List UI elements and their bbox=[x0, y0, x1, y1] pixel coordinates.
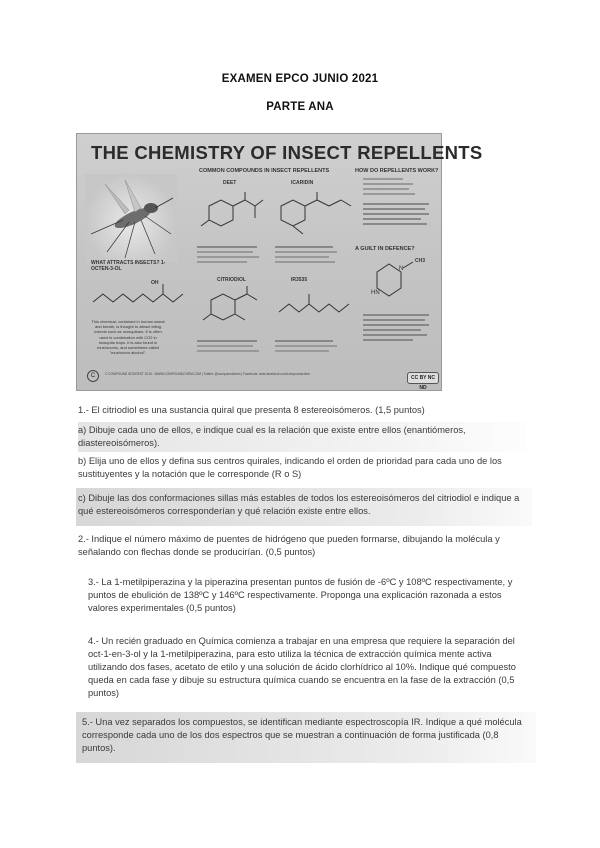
poster-footer: © COMPOUND INTEREST 2015 - WWW.COMPOUNDCHEM.COM | Twitter: @compoundchem | Facebook: www.facebook.com/compoundchem bbox=[105, 372, 310, 376]
license-badge: CC BY NC ND bbox=[407, 372, 439, 384]
exam-title: EXAMEN EPCO JUNIO 2021 bbox=[221, 73, 379, 85]
section-how-repellents-work: HOW DO REPELLENTS WORK? bbox=[355, 168, 439, 174]
ir3535-notes bbox=[275, 340, 341, 355]
icaridin-notes bbox=[275, 246, 341, 266]
question-1c: c) Dibuje las dos conformaciones sillas más estables de todos los estereoisómeros del citriodiol e indique a qué estereoisómeros corresponderían y qué relación existe entre ellos. bbox=[76, 488, 532, 526]
compound-label-deet: DEET bbox=[223, 180, 237, 186]
question-1a: a) Dibuje cada uno de ellos, e indique cual es la relación que existe entre ellos (enantiómeros, diastereoisómeros). bbox=[78, 422, 526, 452]
svg-text:HN: HN bbox=[371, 290, 380, 296]
oh-label: OH bbox=[151, 280, 159, 286]
copyright-icon: C bbox=[87, 370, 99, 382]
question-1b: b) Elija uno de ellos y defina sus centros quirales, indicando el orden de prioridad para cada uno de los sustituyentes y la notación que le corresponde (R o S) bbox=[78, 456, 502, 479]
ir3535-structure bbox=[277, 292, 357, 322]
section-what-attracts: WHAT ATTRACTS INSECTS? 1-OCTEN-3-OL bbox=[91, 260, 166, 272]
question-3: 3.- La 1-metilpiperazina y la piperazina presentan puntos de fusión de -6ºC y 108ºC respectivamente, y puntos de ebulición de 138ºC y 146ºC respectivamente. Proponga una explicación razonada a estos valores experimentales (0,5 puntos) bbox=[88, 577, 513, 613]
deet-notes bbox=[197, 246, 263, 266]
section-common-compounds: COMMON COMPOUNDS IN INSECT REPELLENTS bbox=[199, 168, 330, 174]
octenol-structure bbox=[91, 284, 191, 308]
question-2: 2.- Indique el número máximo de puentes de hidrógeno que pueden formarse, dibujando la molécula y señalando con flechas donde se producirían. (0,5 puntos) bbox=[78, 534, 500, 557]
compound-label-ir3535: IR3535 bbox=[291, 277, 308, 283]
insect-repellents-poster bbox=[76, 133, 483, 391]
citriodiol-structure bbox=[201, 286, 261, 334]
poster-title: THE CHEMISTRY OF INSECT REPELLENTS bbox=[91, 142, 483, 163]
icaridin-structure bbox=[273, 192, 353, 244]
question-4: 4.- Un recién graduado en Química comienza a trabajar en una empresa que requiere la separación del oct-1-en-3-ol y la 1-metilpiperazina, para esto utiliza la técnica de extracción química mente activa utilizando dos fases, acetato de etilo y una solución de ácido clorhídrico al 10%. Indique qué compuesto queda en cada fase y dibuje su estructura química cuando se encuentra en la fase de la extracción (0,5 puntos) bbox=[88, 636, 516, 698]
section-guilt-in-defence: A GUILT IN DEFENCE? bbox=[355, 246, 415, 252]
methyl-label: CH3 bbox=[415, 258, 426, 264]
compound-label-icaridin: ICARIDIN bbox=[291, 180, 314, 186]
compound-label-citriodiol: CITRIODIOL bbox=[217, 277, 246, 283]
how-repellents-work-notes bbox=[363, 178, 433, 228]
citriodiol-notes bbox=[197, 340, 263, 355]
deet-structure bbox=[197, 192, 267, 244]
methylpiperazine-structure bbox=[367, 258, 427, 308]
octenol-description: This chemical, contained in human sweat and breath, is thought to attract biting insects such as mosquitoes. It is often used in combination with CO2 in mosquito traps. It is also found in mushrooms, and sometimes called "mushroom alcohol". bbox=[91, 319, 165, 356]
defence-notes bbox=[363, 314, 433, 344]
exam-part: PARTE ANA bbox=[266, 101, 334, 113]
svg-text:N: N bbox=[399, 266, 404, 272]
mosquito-illustration bbox=[85, 174, 177, 262]
question-5: 5.- Una vez separados los compuestos, se identifican mediante espectroscopía IR. Indique a qué molécula corresponde cada uno de los dos espectros que se muestran a continuación de forma justificada (0,8 puntos). bbox=[76, 712, 536, 763]
question-1: 1.- El citriodiol es una sustancia quiral que presenta 8 estereoisómeros. (1,5 puntos) bbox=[78, 405, 425, 415]
